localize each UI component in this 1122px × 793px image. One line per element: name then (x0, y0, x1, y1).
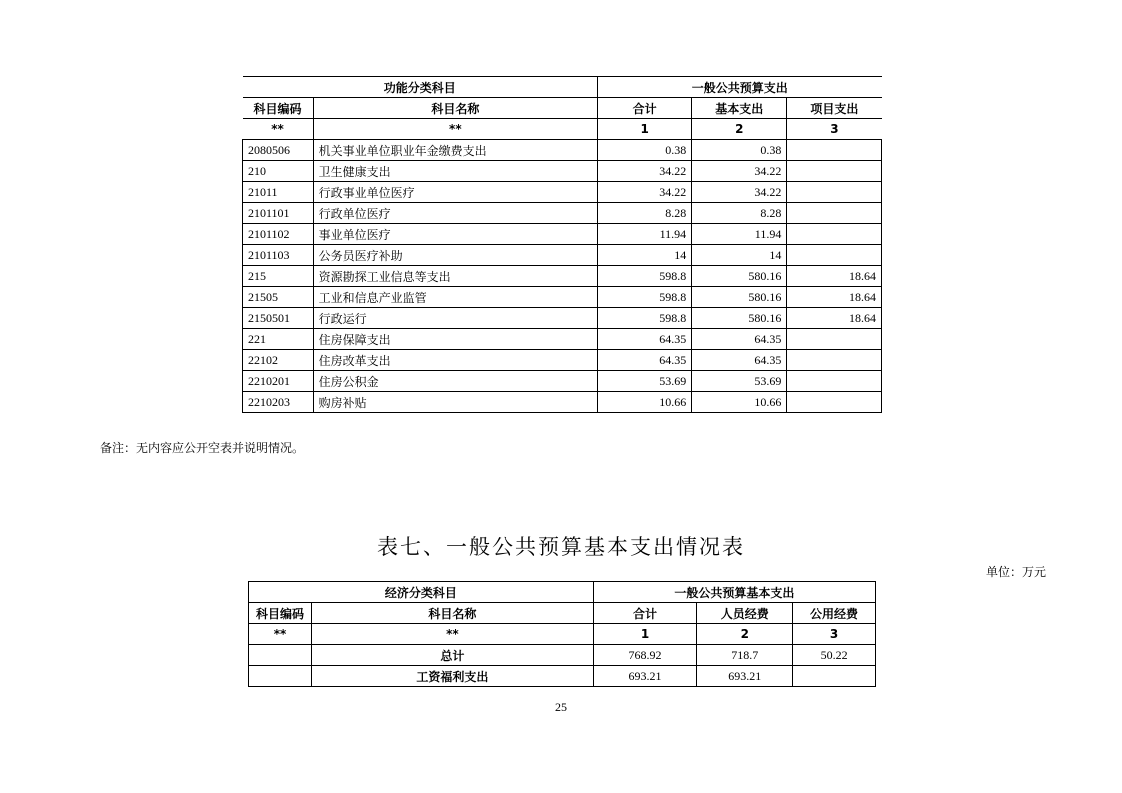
row-project (787, 161, 882, 182)
table-row (243, 161, 882, 182)
row-name: 公务员医疗补助 (313, 245, 597, 266)
col-header-project: 项目支出 (787, 98, 882, 119)
table-row (249, 666, 876, 687)
row-name: 购房补贴 (313, 392, 597, 413)
header-economic-category: 经济分类科目 (249, 582, 594, 603)
row-name: 住房保障支出 (313, 329, 597, 350)
page-number: 25 (555, 700, 567, 714)
row-project (787, 203, 882, 224)
row-code: 21011 (243, 182, 314, 203)
index-1: 1 (593, 624, 697, 645)
row-project: 18.64 (787, 308, 882, 329)
row-name: 工资福利支出 (311, 666, 593, 687)
row-code (249, 645, 312, 666)
row-basic: 34.22 (692, 182, 787, 203)
row-code: 2101101 (243, 203, 314, 224)
marker-name: ** (311, 624, 593, 645)
col-header-code: 科目编码 (249, 603, 312, 624)
index-2: 2 (692, 119, 787, 140)
row-total: 34.22 (598, 161, 692, 182)
row-total: 11.94 (598, 224, 692, 245)
index-3: 3 (793, 624, 876, 645)
row-project (787, 182, 882, 203)
row-project (787, 371, 882, 392)
row-total: 64.35 (598, 350, 692, 371)
col-header-name: 科目名称 (311, 603, 593, 624)
table-row (243, 224, 882, 245)
col-header-total: 合计 (593, 603, 697, 624)
row-total: 14 (598, 245, 692, 266)
row-project (787, 329, 882, 350)
unit-label: 单位：万元 (986, 565, 1047, 579)
row-project (787, 224, 882, 245)
table-row (249, 645, 876, 666)
note-text: 备注：无内容应公开空表并说明情况。 (100, 441, 305, 455)
row-total: 693.21 (593, 666, 697, 687)
table-row (243, 308, 882, 329)
index-1: 1 (598, 119, 692, 140)
col-header-basic: 基本支出 (692, 98, 787, 119)
row-total: 34.22 (598, 182, 692, 203)
row-basic: 11.94 (692, 224, 787, 245)
marker-code: ** (243, 119, 314, 140)
row-project: 18.64 (787, 287, 882, 308)
col-header-public: 公用经费 (793, 603, 876, 624)
row-code: 215 (243, 266, 314, 287)
row-code: 2101102 (243, 224, 314, 245)
row-code: 2080506 (243, 140, 314, 161)
table-row (243, 392, 882, 413)
table-row (243, 350, 882, 371)
row-name: 机关事业单位职业年金缴费支出 (313, 140, 597, 161)
row-total: 8.28 (598, 203, 692, 224)
header-functional-category: 功能分类科目 (243, 77, 598, 98)
table-row (243, 203, 882, 224)
marker-code: ** (249, 624, 312, 645)
row-name: 住房公积金 (313, 371, 597, 392)
table-row (243, 287, 882, 308)
row-name: 住房改革支出 (313, 350, 597, 371)
row-basic: 580.16 (692, 266, 787, 287)
index-3: 3 (787, 119, 882, 140)
row-code: 2101103 (243, 245, 314, 266)
row-basic: 8.28 (692, 203, 787, 224)
col-header-personnel: 人员经费 (697, 603, 793, 624)
table-row (243, 140, 882, 161)
row-project (787, 392, 882, 413)
row-basic: 64.35 (692, 350, 787, 371)
marker-name: ** (313, 119, 597, 140)
col-header-name: 科目名称 (313, 98, 597, 119)
row-total: 53.69 (598, 371, 692, 392)
row-project (787, 140, 882, 161)
table-row (243, 245, 882, 266)
table-row (243, 266, 882, 287)
row-name: 工业和信息产业监管 (313, 287, 597, 308)
row-code: 2210203 (243, 392, 314, 413)
row-basic: 580.16 (692, 308, 787, 329)
col-header-total: 合计 (598, 98, 692, 119)
row-name: 行政单位医疗 (313, 203, 597, 224)
table-row (243, 329, 882, 350)
col-header-code: 科目编码 (243, 98, 314, 119)
row-basic: 34.22 (692, 161, 787, 182)
row-code: 2150501 (243, 308, 314, 329)
row-code: 221 (243, 329, 314, 350)
row-code (249, 666, 312, 687)
row-code: 22102 (243, 350, 314, 371)
row-personnel: 718.7 (697, 645, 793, 666)
table-title: 表七、一般公共预算基本支出情况表 (377, 535, 745, 559)
row-project: 18.64 (787, 266, 882, 287)
row-total: 598.8 (598, 266, 692, 287)
index-2: 2 (697, 624, 793, 645)
row-name: 卫生健康支出 (313, 161, 597, 182)
basic-expenditure-table (248, 581, 876, 687)
row-name: 行政事业单位医疗 (313, 182, 597, 203)
row-personnel: 693.21 (697, 666, 793, 687)
row-total: 598.8 (598, 287, 692, 308)
row-total: 0.38 (598, 140, 692, 161)
row-total: 10.66 (598, 392, 692, 413)
table-row (243, 371, 882, 392)
header-general-budget-basic-expenditure: 一般公共预算基本支出 (593, 582, 875, 603)
row-code: 210 (243, 161, 314, 182)
row-basic: 10.66 (692, 392, 787, 413)
row-total: 598.8 (598, 308, 692, 329)
row-name: 资源勘探工业信息等支出 (313, 266, 597, 287)
functional-expenditure-table (242, 76, 882, 413)
row-basic: 64.35 (692, 329, 787, 350)
row-basic: 14 (692, 245, 787, 266)
row-total: 64.35 (598, 329, 692, 350)
header-general-budget-expenditure: 一般公共预算支出 (598, 77, 882, 98)
row-public (793, 666, 876, 687)
row-total: 768.92 (593, 645, 697, 666)
row-code: 21505 (243, 287, 314, 308)
table-row (243, 182, 882, 203)
row-name: 事业单位医疗 (313, 224, 597, 245)
row-public: 50.22 (793, 645, 876, 666)
row-basic: 0.38 (692, 140, 787, 161)
row-project (787, 350, 882, 371)
row-code: 2210201 (243, 371, 314, 392)
row-basic: 53.69 (692, 371, 787, 392)
row-project (787, 245, 882, 266)
row-basic: 580.16 (692, 287, 787, 308)
row-name: 总计 (311, 645, 593, 666)
row-name: 行政运行 (313, 308, 597, 329)
